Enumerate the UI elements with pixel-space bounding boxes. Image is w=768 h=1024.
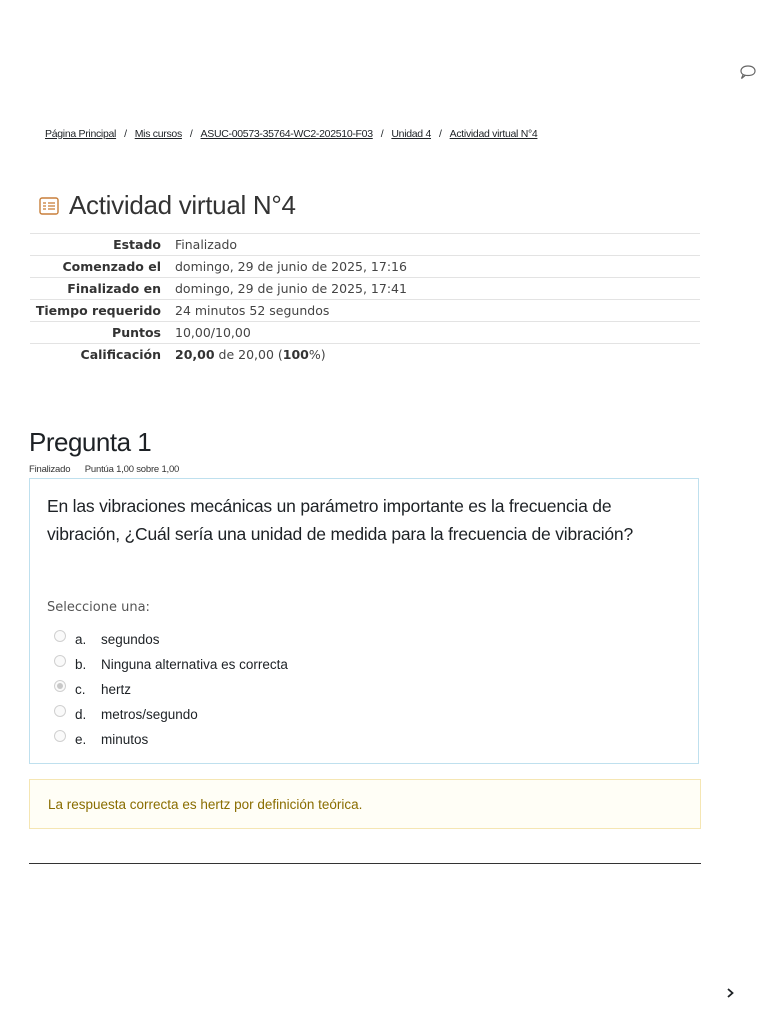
breadcrumb-separator: / [439, 128, 442, 140]
question-box [29, 478, 699, 764]
summary-value-state: Finalizado [175, 237, 238, 252]
breadcrumb-course-link[interactable]: ASUC-00573-35764-WC2-202510-F03 [200, 128, 373, 140]
option-label: Ninguna alternativa es correcta [101, 657, 288, 672]
summary-label-finished: Finalizado en [67, 281, 161, 296]
section-divider [29, 863, 701, 864]
question-status: Finalizado [29, 464, 71, 475]
summary-label-state: Estado [113, 237, 161, 252]
table-row [30, 344, 700, 366]
radio-button[interactable] [54, 630, 66, 642]
option-label: segundos [101, 632, 160, 647]
question-text: En las vibraciones mecánicas un parámetro importante es la frecuencia de vibración, ¿Cuál sería una unidad de medida para la frecuencia de vibración? [47, 496, 633, 544]
answer-option-e[interactable] [54, 727, 288, 752]
grade-end-text: %) [308, 347, 326, 363]
summary-label-grade: Calificación [80, 347, 161, 363]
radio-button[interactable] [54, 730, 66, 742]
answer-prompt: Seleccione una: [47, 600, 150, 615]
option-letter: e. [75, 732, 87, 747]
chevron-right-icon[interactable] [724, 986, 736, 1000]
quiz-icon [39, 197, 59, 215]
radio-button[interactable] [54, 705, 66, 717]
question-points: Puntúa 1,00 sobre 1,00 [84, 464, 180, 475]
option-label: hertz [101, 682, 132, 697]
breadcrumb-activity-link[interactable]: Actividad virtual N°4 [449, 128, 538, 140]
table-row [30, 234, 700, 256]
answer-option-d[interactable] [54, 702, 288, 727]
breadcrumb-separator: / [124, 128, 127, 140]
summary-value-points: 10,00/10,00 [175, 325, 251, 340]
table-row [30, 322, 700, 344]
page-title: Actividad virtual N°4 [69, 190, 296, 220]
grade-percent: 100 [282, 347, 309, 363]
table-row [30, 300, 700, 322]
answer-option-c[interactable] [54, 677, 288, 702]
summary-label-points: Puntos [112, 325, 161, 340]
answer-option-a[interactable] [54, 627, 288, 652]
summary-value-started: domingo, 29 de junio de 2025, 17:16 [175, 259, 407, 274]
summary-label-time: Tiempo requerido [35, 303, 161, 318]
option-letter: b. [75, 657, 87, 672]
option-label: metros/segundo [101, 707, 198, 722]
summary-label-started: Comenzado el [62, 259, 161, 274]
option-letter: a. [75, 632, 87, 647]
breadcrumb-separator: / [189, 128, 193, 140]
breadcrumb-my-courses-link[interactable]: Mis cursos [134, 128, 182, 140]
answer-options [54, 627, 288, 752]
option-label: minutos [101, 732, 149, 747]
question-meta [29, 464, 179, 475]
summary-value-grade [175, 344, 700, 366]
answer-option-b[interactable] [54, 652, 288, 677]
chat-bubble-icon[interactable] [739, 64, 757, 80]
breadcrumb-home-link[interactable]: Página Principal [45, 128, 117, 140]
attempt-summary-table [30, 233, 700, 366]
question-heading: Pregunta 1 [29, 427, 152, 457]
option-letter: d. [75, 707, 87, 722]
grade-of-text: de 20,00 ( [214, 347, 283, 363]
question-feedback: La respuesta correcta es hertz por definición teórica. [29, 779, 701, 829]
radio-button-selected[interactable] [54, 680, 66, 692]
summary-value-time: 24 minutos 52 segundos [175, 303, 330, 318]
option-letter: c. [75, 682, 86, 697]
page-header [39, 190, 296, 221]
breadcrumb-unit-link[interactable]: Unidad 4 [391, 128, 432, 140]
table-row [30, 256, 700, 278]
radio-button[interactable] [54, 655, 66, 667]
breadcrumb [45, 128, 537, 140]
table-row [30, 278, 700, 300]
summary-value-finished: domingo, 29 de junio de 2025, 17:41 [175, 281, 407, 296]
grade-score: 20,00 [175, 347, 215, 363]
breadcrumb-separator: / [380, 128, 384, 140]
